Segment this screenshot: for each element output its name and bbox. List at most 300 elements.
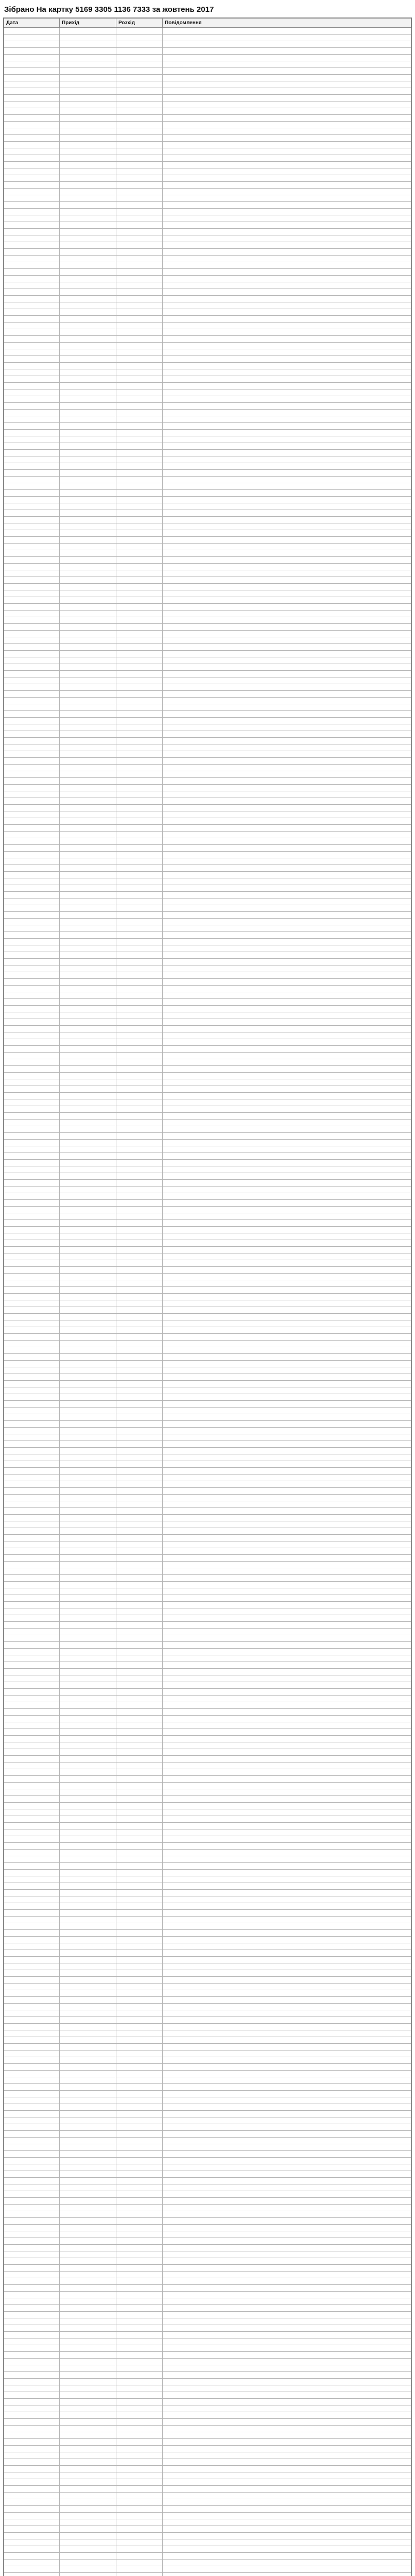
table-cell-date: [4, 1227, 60, 1233]
table-row: [4, 624, 411, 631]
table-cell-income: [60, 2057, 116, 2064]
table-row: [4, 2486, 411, 2493]
table-cell-expense: [116, 1475, 163, 1481]
table-cell-income: [60, 2385, 116, 2392]
table-cell-message: [163, 1468, 411, 1475]
table-cell-date: [4, 1032, 60, 1039]
table-cell-message: [163, 450, 411, 456]
table-cell-date: [4, 1696, 60, 1702]
table-row: [4, 1722, 411, 1729]
table-row: [4, 2412, 411, 2419]
table-row: [4, 932, 411, 939]
table-cell-message: [163, 550, 411, 557]
table-cell-date: [4, 2057, 60, 2064]
table-row: [4, 2057, 411, 2064]
table-cell-message: [163, 1046, 411, 1053]
table-cell-message: [163, 1307, 411, 1314]
table-cell-income: [60, 664, 116, 671]
table-cell-date: [4, 1320, 60, 1327]
table-row: [4, 1508, 411, 1515]
table-cell-expense: [116, 1260, 163, 1267]
table-cell-date: [4, 1200, 60, 1207]
table-cell-income: [60, 470, 116, 477]
table-cell-date: [4, 383, 60, 389]
table-cell-date: [4, 517, 60, 523]
table-cell-income: [60, 2499, 116, 2506]
table-row: [4, 2332, 411, 2338]
table-cell-income: [60, 1253, 116, 1260]
table-row: [4, 1957, 411, 1963]
table-cell-message: [163, 168, 411, 175]
table-cell-income: [60, 1166, 116, 1173]
table-cell-expense: [116, 945, 163, 952]
table-cell-message: [163, 1160, 411, 1166]
table-cell-income: [60, 1039, 116, 1046]
table-cell-message: [163, 1475, 411, 1481]
table-cell-message: [163, 2245, 411, 2251]
table-cell-income: [60, 1300, 116, 1307]
table-cell-message: [163, 363, 411, 369]
table-row: [4, 48, 411, 55]
table-row: [4, 1622, 411, 1629]
table-cell-income: [60, 1220, 116, 1227]
table-cell-date: [4, 2171, 60, 2178]
table-row: [4, 899, 411, 905]
table-cell-message: [163, 557, 411, 564]
table-cell-message: [163, 2117, 411, 2124]
table-cell-expense: [116, 1816, 163, 1823]
table-cell-message: [163, 2432, 411, 2439]
table-cell-message: [163, 1984, 411, 1990]
table-cell-expense: [116, 235, 163, 242]
table-row: [4, 135, 411, 142]
table-cell-message: [163, 2466, 411, 2472]
table-cell-expense: [116, 1193, 163, 1200]
table-cell-expense: [116, 376, 163, 383]
table-row: [4, 1675, 411, 1682]
table-cell-date: [4, 1434, 60, 1441]
table-cell-expense: [116, 1354, 163, 1361]
table-cell-expense: [116, 410, 163, 416]
table-cell-date: [4, 2459, 60, 2466]
table-cell-income: [60, 410, 116, 416]
table-cell-expense: [116, 1240, 163, 1247]
table-cell-income: [60, 135, 116, 142]
table-cell-message: [163, 2198, 411, 2205]
table-row: [4, 1742, 411, 1749]
table-row: [4, 2312, 411, 2318]
table-cell-income: [60, 2352, 116, 2359]
table-cell-income: [60, 1957, 116, 1963]
table-cell-date: [4, 483, 60, 490]
table-row: [4, 2472, 411, 2479]
table-cell-income: [60, 1106, 116, 1113]
table-cell-expense: [116, 1361, 163, 1367]
table-row: [4, 1468, 411, 1475]
table-cell-expense: [116, 2506, 163, 2513]
table-cell-date: [4, 2385, 60, 2392]
table-cell-expense: [116, 28, 163, 35]
table-cell-message: [163, 1079, 411, 1086]
table-cell-expense: [116, 838, 163, 845]
table-cell-expense: [116, 323, 163, 329]
table-cell-message: [163, 2111, 411, 2117]
table-cell-message: [163, 2446, 411, 2452]
table-row: [4, 2379, 411, 2385]
table-row: [4, 369, 411, 376]
table-cell-expense: [116, 1662, 163, 1669]
table-row: [4, 2198, 411, 2205]
table-cell-date: [4, 1133, 60, 1140]
table-cell-date: [4, 1381, 60, 1387]
table-cell-income: [60, 2292, 116, 2298]
table-cell-message: [163, 436, 411, 443]
table-cell-income: [60, 818, 116, 825]
table-cell-income: [60, 1475, 116, 1481]
table-cell-expense: [116, 363, 163, 369]
table-row: [4, 1937, 411, 1943]
table-cell-income: [60, 1669, 116, 1675]
table-row: [4, 2526, 411, 2533]
table-cell-expense: [116, 1608, 163, 1615]
table-cell-income: [60, 751, 116, 758]
table-cell-expense: [116, 2111, 163, 2117]
table-cell-date: [4, 597, 60, 604]
table-cell-date: [4, 2191, 60, 2198]
table-row: [4, 1006, 411, 1012]
table-cell-date: [4, 1762, 60, 1769]
table-row: [4, 282, 411, 289]
table-cell-income: [60, 845, 116, 852]
table-cell-date: [4, 1669, 60, 1675]
table-cell-income: [60, 1374, 116, 1381]
table-cell-message: [163, 2057, 411, 2064]
table-cell-expense: [116, 1428, 163, 1434]
table-cell-message: [163, 1957, 411, 1963]
table-cell-expense: [116, 2519, 163, 2526]
table-row: [4, 1756, 411, 1762]
table-row: [4, 108, 411, 115]
table-cell-income: [60, 617, 116, 624]
table-cell-message: [163, 2144, 411, 2151]
table-cell-message: [163, 1361, 411, 1367]
table-cell-income: [60, 2459, 116, 2466]
table-row: [4, 631, 411, 637]
table-cell-message: [163, 2305, 411, 2312]
table-cell-message: [163, 1696, 411, 1702]
table-cell-income: [60, 1481, 116, 1488]
table-cell-expense: [116, 2278, 163, 2285]
table-cell-message: [163, 1541, 411, 1548]
table-row: [4, 323, 411, 329]
table-cell-income: [60, 1722, 116, 1729]
table-cell-date: [4, 2292, 60, 2298]
table-row: [4, 1193, 411, 1200]
table-cell-date: [4, 1937, 60, 1943]
table-cell-expense: [116, 932, 163, 939]
table-cell-expense: [116, 289, 163, 296]
table-cell-date: [4, 704, 60, 711]
table-cell-date: [4, 698, 60, 704]
table-row: [4, 2365, 411, 2372]
table-cell-income: [60, 2198, 116, 2205]
table-row: [4, 396, 411, 403]
table-cell-date: [4, 1756, 60, 1762]
table-cell-date: [4, 899, 60, 905]
table-cell-date: [4, 168, 60, 175]
table-cell-message: [163, 2553, 411, 2560]
table-cell-expense: [116, 430, 163, 436]
table-cell-date: [4, 2030, 60, 2037]
table-cell-message: [163, 2071, 411, 2077]
table-cell-message: [163, 564, 411, 570]
table-cell-income: [60, 2225, 116, 2231]
table-cell-date: [4, 2526, 60, 2533]
table-cell-message: [163, 490, 411, 497]
table-cell-message: [163, 2178, 411, 2184]
table-cell-date: [4, 1997, 60, 2004]
table-cell-income: [60, 2560, 116, 2566]
table-cell-income: [60, 758, 116, 765]
table-cell-message: [163, 698, 411, 704]
table-cell-message: [163, 1963, 411, 1970]
table-cell-income: [60, 403, 116, 410]
table-row: [4, 1187, 411, 1193]
table-cell-income: [60, 1461, 116, 1468]
table-cell-expense: [116, 1294, 163, 1300]
table-cell-expense: [116, 470, 163, 477]
table-cell-message: [163, 1166, 411, 1173]
table-row: [4, 1930, 411, 1937]
table-cell-income: [60, 155, 116, 162]
table-cell-income: [60, 1307, 116, 1314]
table-cell-date: [4, 664, 60, 671]
table-cell-expense: [116, 590, 163, 597]
table-cell-message: [163, 1381, 411, 1387]
table-cell-expense: [116, 490, 163, 497]
table-cell-date: [4, 912, 60, 919]
table-cell-message: [163, 724, 411, 731]
table-cell-message: [163, 2251, 411, 2258]
table-cell-income: [60, 838, 116, 845]
table-cell-income: [60, 35, 116, 41]
table-cell-expense: [116, 1957, 163, 1963]
table-cell-message: [163, 2499, 411, 2506]
table-cell-message: [163, 1783, 411, 1789]
table-cell-message: [163, 61, 411, 68]
table-row: [4, 2158, 411, 2164]
table-cell-message: [163, 1588, 411, 1595]
table-cell-date: [4, 738, 60, 744]
table-cell-date: [4, 1314, 60, 1320]
table-cell-date: [4, 905, 60, 912]
table-row: [4, 269, 411, 276]
table-row: [4, 657, 411, 664]
table-cell-message: [163, 1515, 411, 1521]
table-cell-income: [60, 1193, 116, 1200]
table-cell-income: [60, 343, 116, 349]
table-cell-expense: [116, 148, 163, 155]
table-cell-income: [60, 490, 116, 497]
ledger-table-wrap: [3, 18, 412, 2576]
table-cell-income: [60, 309, 116, 316]
table-cell-income: [60, 1381, 116, 1387]
table-cell-date: [4, 832, 60, 838]
table-row: [4, 979, 411, 986]
table-cell-date: [4, 276, 60, 282]
table-cell-date: [4, 2251, 60, 2258]
table-cell-expense: [116, 2178, 163, 2184]
table-cell-message: [163, 1408, 411, 1414]
table-row: [4, 2452, 411, 2459]
table-cell-message: [163, 175, 411, 182]
table-cell-income: [60, 1950, 116, 1957]
table-cell-date: [4, 2372, 60, 2379]
table-cell-expense: [116, 423, 163, 430]
table-row: [4, 1314, 411, 1320]
table-cell-message: [163, 1582, 411, 1588]
table-row: [4, 664, 411, 671]
table-cell-date: [4, 1140, 60, 1146]
table-row: [4, 537, 411, 544]
table-cell-message: [163, 369, 411, 376]
table-cell-income: [60, 1126, 116, 1133]
table-cell-income: [60, 2245, 116, 2251]
table-cell-expense: [116, 698, 163, 704]
table-cell-date: [4, 1260, 60, 1267]
table-cell-expense: [116, 1903, 163, 1910]
table-row: [4, 1387, 411, 1394]
table-cell-income: [60, 1207, 116, 1213]
table-row: [4, 651, 411, 657]
table-cell-expense: [116, 1187, 163, 1193]
table-cell-expense: [116, 1823, 163, 1829]
table-cell-date: [4, 691, 60, 698]
table-row: [4, 1079, 411, 1086]
table-row: [4, 1803, 411, 1809]
table-cell-expense: [116, 2533, 163, 2539]
table-cell-income: [60, 1508, 116, 1515]
table-cell-income: [60, 1515, 116, 1521]
table-cell-income: [60, 1187, 116, 1193]
table-row: [4, 1796, 411, 1803]
table-cell-date: [4, 986, 60, 992]
table-cell-income: [60, 222, 116, 229]
table-row: [4, 805, 411, 811]
table-cell-message: [163, 1736, 411, 1742]
table-cell-message: [163, 992, 411, 999]
table-cell-message: [163, 738, 411, 744]
table-cell-income: [60, 1260, 116, 1267]
table-cell-income: [60, 195, 116, 202]
table-cell-message: [163, 731, 411, 738]
table-row: [4, 235, 411, 242]
table-cell-expense: [116, 1856, 163, 1863]
table-cell-date: [4, 624, 60, 631]
table-cell-message: [163, 1153, 411, 1160]
table-cell-date: [4, 523, 60, 530]
table-cell-expense: [116, 1166, 163, 1173]
table-row: [4, 791, 411, 798]
table-cell-income: [60, 1963, 116, 1970]
table-cell-message: [163, 1488, 411, 1495]
table-row: [4, 336, 411, 343]
table-cell-message: [163, 1629, 411, 1635]
table-cell-expense: [116, 1595, 163, 1602]
table-row: [4, 1615, 411, 1622]
table-cell-expense: [116, 832, 163, 838]
table-cell-message: [163, 791, 411, 798]
table-cell-expense: [116, 2272, 163, 2278]
table-cell-date: [4, 1682, 60, 1689]
table-cell-income: [60, 865, 116, 872]
table-cell-income: [60, 1361, 116, 1367]
table-cell-date: [4, 195, 60, 202]
table-cell-income: [60, 1829, 116, 1836]
table-cell-income: [60, 2399, 116, 2405]
table-cell-income: [60, 256, 116, 262]
table-cell-date: [4, 2479, 60, 2486]
table-cell-income: [60, 1120, 116, 1126]
table-row: [4, 577, 411, 584]
table-cell-expense: [116, 1729, 163, 1736]
table-row: [4, 483, 411, 490]
table-row: [4, 2419, 411, 2426]
table-cell-expense: [116, 865, 163, 872]
table-cell-income: [60, 1267, 116, 1274]
table-cell-income: [60, 1749, 116, 1756]
table-cell-income: [60, 376, 116, 383]
table-cell-message: [163, 1555, 411, 1562]
table-cell-income: [60, 2191, 116, 2198]
table-row: [4, 1649, 411, 1655]
table-cell-date: [4, 2124, 60, 2131]
table-cell-date: [4, 1970, 60, 1977]
table-cell-date: [4, 1829, 60, 1836]
table-row: [4, 604, 411, 611]
table-cell-message: [163, 1032, 411, 1039]
table-row: [4, 162, 411, 168]
table-cell-expense: [116, 2560, 163, 2566]
table-cell-message: [163, 651, 411, 657]
table-cell-date: [4, 2359, 60, 2365]
table-cell-expense: [116, 2399, 163, 2405]
table-cell-message: [163, 530, 411, 537]
table-row: [4, 1555, 411, 1562]
table-row: [4, 1099, 411, 1106]
table-cell-message: [163, 55, 411, 61]
table-cell-expense: [116, 1970, 163, 1977]
table-cell-message: [163, 222, 411, 229]
table-cell-message: [163, 430, 411, 436]
table-cell-income: [60, 369, 116, 376]
table-cell-expense: [116, 61, 163, 68]
table-cell-income: [60, 1548, 116, 1555]
table-cell-income: [60, 671, 116, 677]
table-cell-date: [4, 1019, 60, 1026]
table-cell-date: [4, 182, 60, 189]
table-row: [4, 952, 411, 959]
table-cell-message: [163, 1247, 411, 1253]
table-cell-date: [4, 818, 60, 825]
table-row: [4, 2117, 411, 2124]
table-cell-expense: [116, 135, 163, 142]
table-cell-expense: [116, 1146, 163, 1153]
table-cell-income: [60, 1803, 116, 1809]
table-cell-income: [60, 95, 116, 101]
table-cell-expense: [116, 1769, 163, 1776]
table-cell-message: [163, 1702, 411, 1709]
